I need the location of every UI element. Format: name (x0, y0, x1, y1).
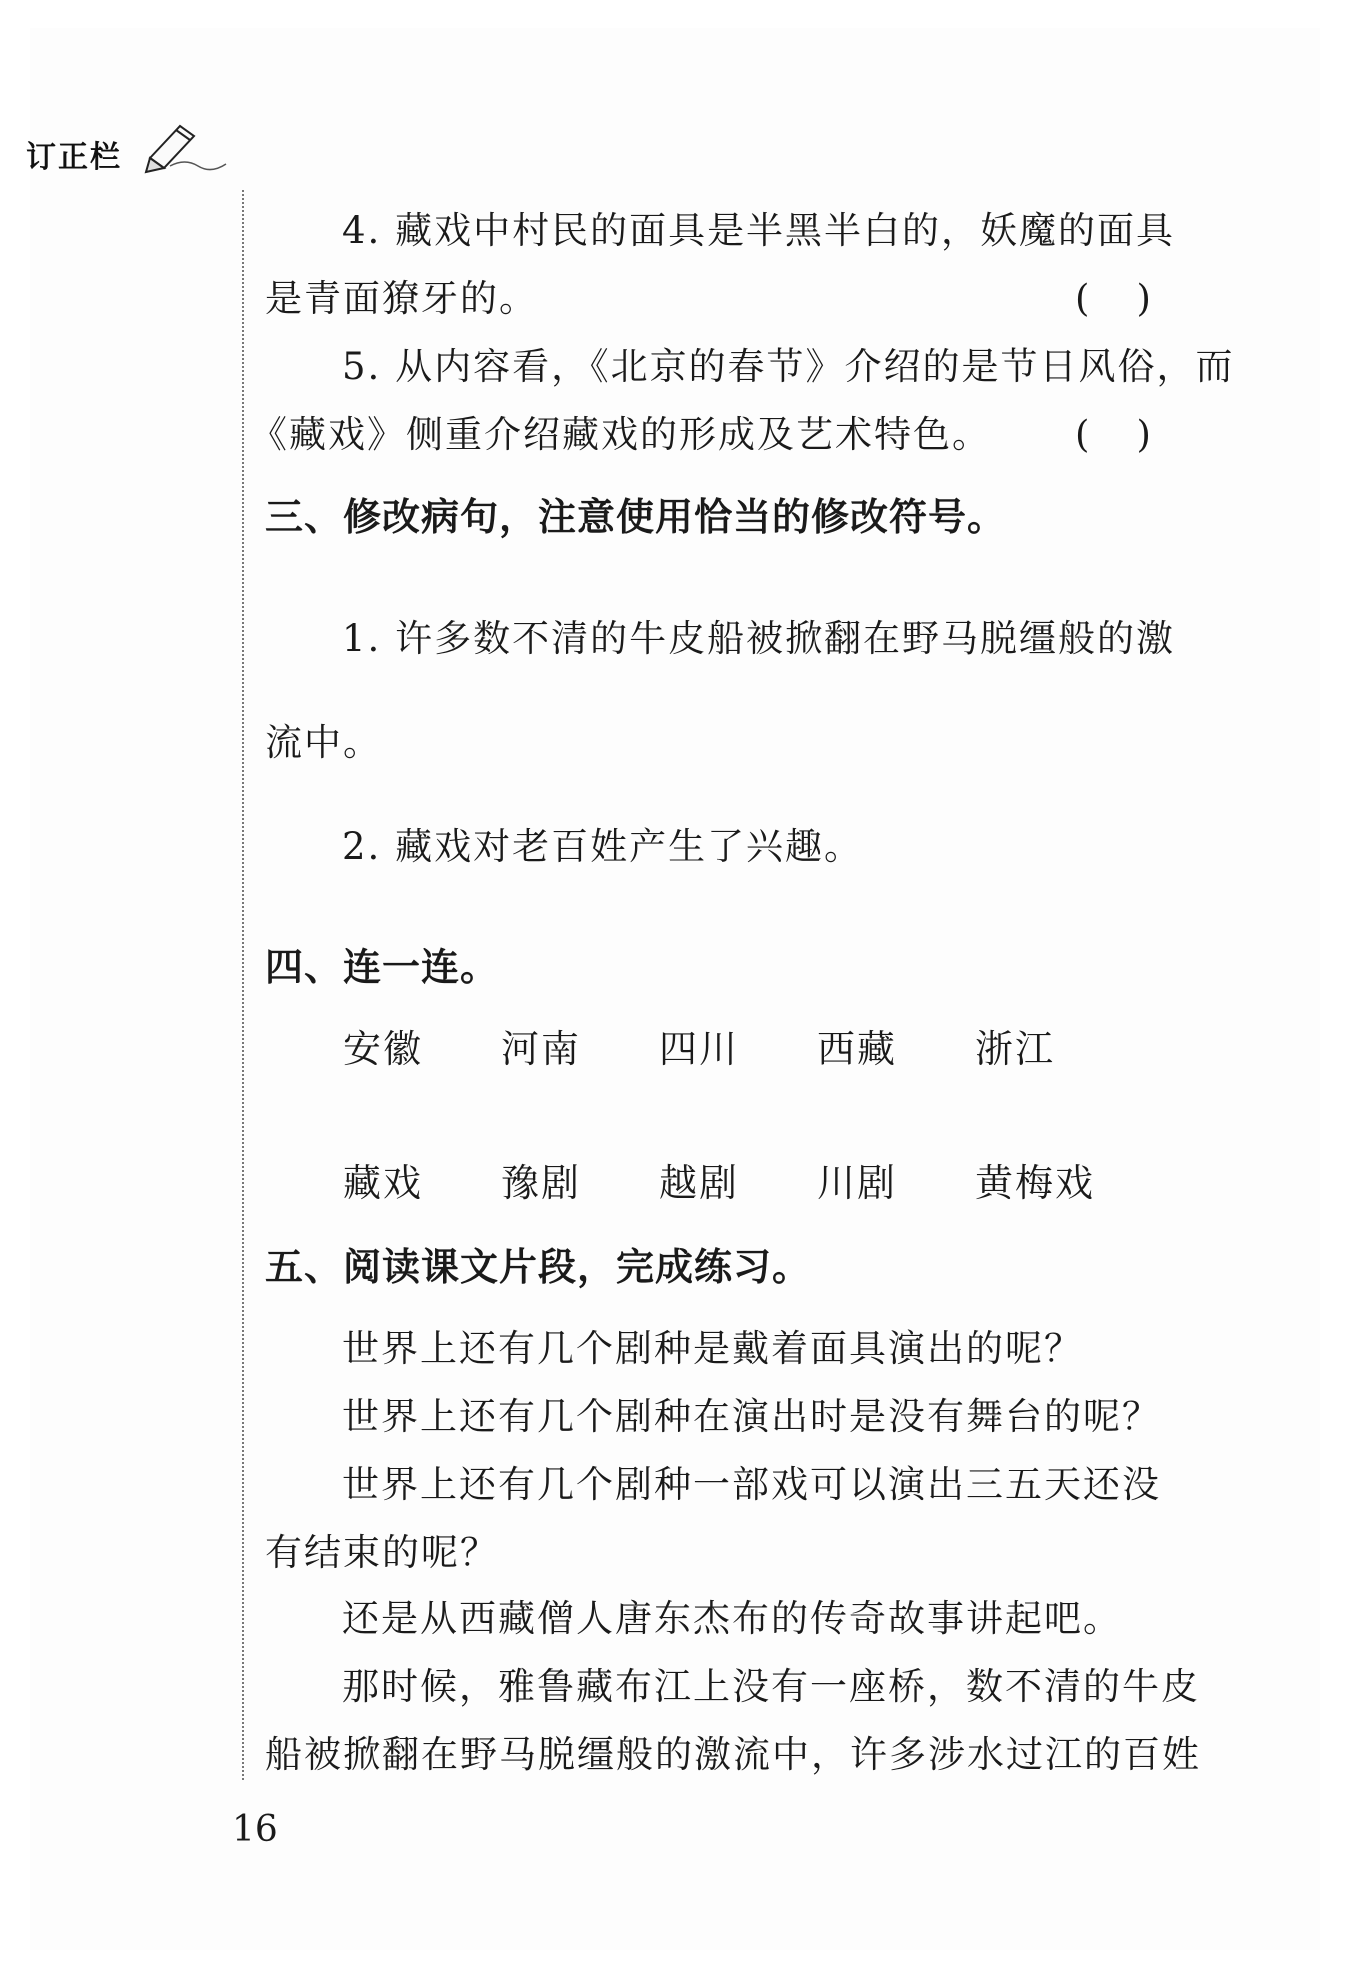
margin-divider (242, 190, 244, 1780)
section3-sentence1-line2: 流中。 (265, 721, 382, 764)
match-bottom-item[interactable]: 川剧 (817, 1161, 898, 1205)
passage-line: 那时候，雅鲁藏布江上没有一座桥，数不清的牛皮 (342, 1665, 1200, 1708)
match-row-provinces (343, 1027, 1143, 1074)
judge-q4-line2: 是青面獠牙的。 (265, 277, 538, 320)
pencil-icon (140, 118, 230, 174)
match-bottom-item[interactable]: 越剧 (659, 1161, 740, 1205)
section3-sentence1-line1: 1. 许多数不清的牛皮船被掀翻在野马脱缰般的激 (342, 617, 1176, 660)
passage-line: 世界上还有几个剧种一部戏可以演出三五天还没 (342, 1463, 1161, 1506)
passage-line: 世界上还有几个剧种是戴着面具演出的呢？ (342, 1327, 1083, 1370)
section3-sentence2: 2. 藏戏对老百姓产生了兴趣。 (342, 825, 864, 868)
judge-q5-answer-box[interactable]: ( ) (1075, 413, 1151, 456)
correction-column-label: 订正栏 (26, 140, 122, 175)
section3-title: 三、修改病句，注意使用恰当的修改符号。 (265, 495, 1007, 539)
match-top-item[interactable]: 安徽 (343, 1027, 424, 1071)
passage-line: 船被掀翻在野马脱缰般的激流中，许多涉水过江的百姓 (265, 1733, 1201, 1776)
judge-q5-line2: 《藏戏》侧重介绍藏戏的形成及艺术特色。 (250, 413, 991, 456)
page-number: 16 (232, 1809, 278, 1850)
passage-line: 世界上还有几个剧种在演出时是没有舞台的呢？ (342, 1395, 1161, 1438)
match-top-item[interactable]: 河南 (501, 1027, 582, 1071)
passage-line: 还是从西藏僧人唐东杰布的传奇故事讲起吧。 (342, 1597, 1122, 1640)
match-bottom-item[interactable]: 黄梅戏 (975, 1161, 1096, 1205)
match-bottom-item[interactable]: 藏戏 (343, 1161, 424, 1205)
section4-title: 四、连一连。 (265, 945, 500, 989)
judge-q4-answer-box[interactable]: ( ) (1075, 277, 1151, 320)
match-top-item[interactable]: 西藏 (817, 1027, 898, 1071)
match-top-item[interactable]: 浙江 (975, 1027, 1056, 1071)
judge-q4-line1: 4. 藏戏中村民的面具是半黑半白的，妖魔的面具 (342, 209, 1176, 252)
section5-title: 五、阅读课文片段，完成练习。 (265, 1245, 812, 1289)
match-bottom-item[interactable]: 豫剧 (501, 1161, 582, 1205)
match-top-item[interactable]: 四川 (659, 1027, 740, 1071)
match-row-operas (343, 1161, 1143, 1208)
judge-q5-line1: 5. 从内容看，《北京的春节》介绍的是节日风俗，而 (342, 345, 1235, 388)
passage-line: 有结束的呢？ (265, 1531, 499, 1574)
